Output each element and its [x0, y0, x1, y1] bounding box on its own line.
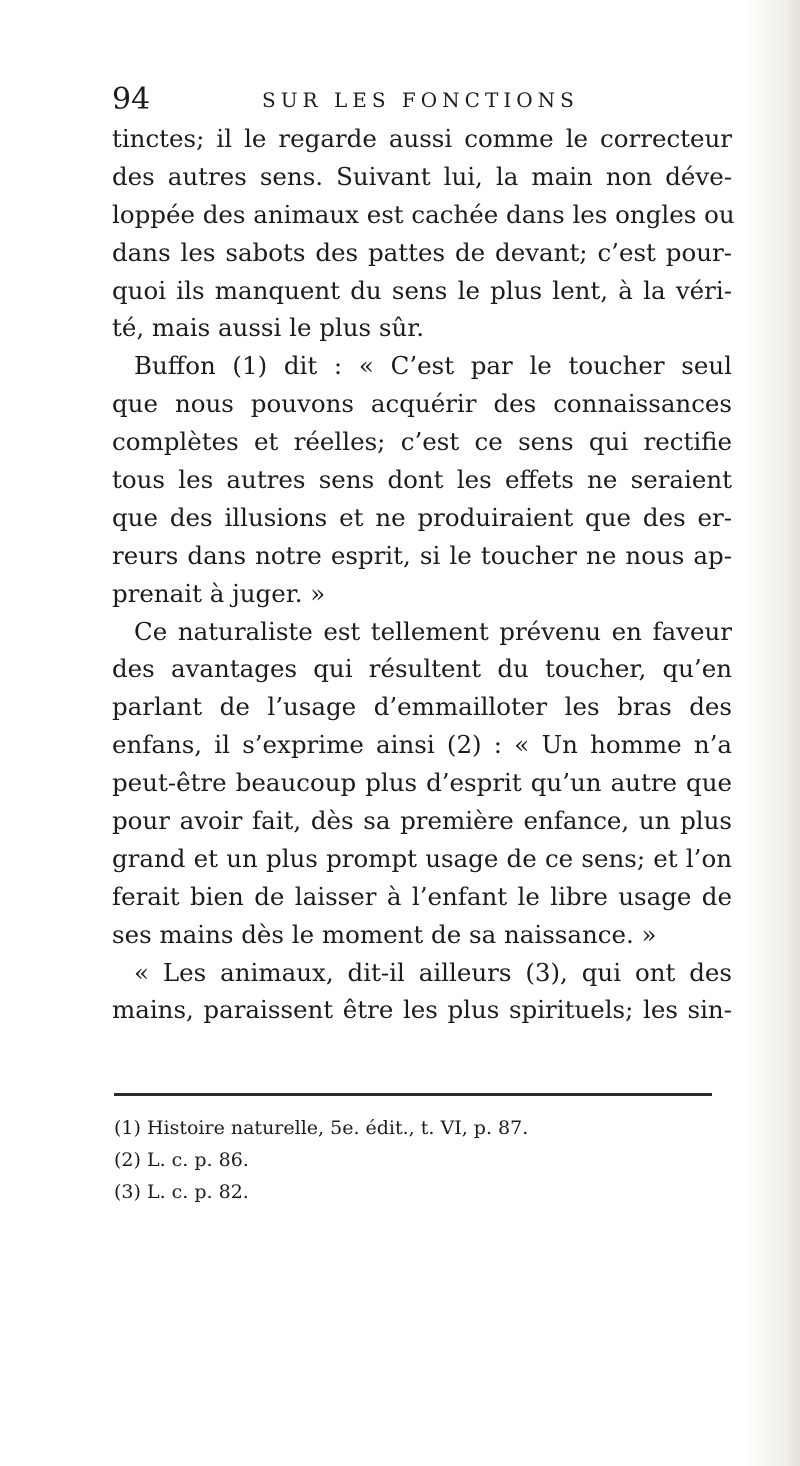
text-line: pour avoir fait, dès sa première enfance, un plus — [112, 806, 732, 836]
text-line: mains, paraissent être les plus spirituels; les sin- — [112, 995, 732, 1025]
text-line: tinctes; il le regarde aussi comme le correcteur — [112, 124, 732, 153]
text-line: loppée des animaux est cachée dans les ongles ou — [112, 199, 735, 229]
footnote: (2) L. c. p. 86. — [114, 1149, 249, 1171]
text-line: peut-être beaucoup plus d’esprit qu’un autre que — [112, 768, 732, 798]
text-line: ferait bien de laisser à l’enfant le libre usage de — [112, 881, 732, 911]
page-number: 94 — [112, 82, 151, 117]
text-line: des avantages qui résultent du toucher, qu’en — [112, 654, 732, 684]
text-line: ses mains dès le moment de sa naissance. » — [112, 919, 657, 949]
running-head: SUR LES FONCTIONS — [262, 88, 579, 112]
text-line: enfans, il s’exprime ainsi (2) : « Un homme n’a — [112, 730, 732, 760]
text-line: que nous pouvons acquérir des connaissances — [112, 389, 732, 419]
footnote-divider — [114, 1093, 712, 1096]
text-line: parlant de l’usage d’emmailloter les bras des — [112, 692, 732, 722]
text-line: Ce naturaliste est tellement prévenu en faveur — [134, 616, 732, 646]
text-line: que des illusions et ne produiraient que des er- — [112, 502, 732, 532]
text-line: té, mais aussi le plus sûr. — [112, 313, 425, 343]
text-line: grand et un plus prompt usage de ce sens; et l’on — [112, 843, 732, 873]
body-text — [112, 120, 735, 1029]
page-header — [112, 80, 712, 120]
text-line: prenait à juger. » — [112, 578, 326, 608]
text-line: tous les autres sens dont les effets ne seraient — [112, 465, 732, 495]
footnote: (1) Histoire naturelle, 5e. édit., t. VI, p. 87. — [114, 1117, 529, 1139]
text-line: reurs dans notre esprit, si le toucher ne nous ap- — [112, 540, 732, 570]
text-line: des autres sens. Suivant lui, la main non déve- — [112, 161, 732, 191]
text-line: dans les sabots des pattes de devant; c’est pour- — [112, 237, 732, 267]
text-line: complètes et réelles; c’est ce sens qui rectifie — [112, 427, 732, 457]
text-line: quoi ils manquent du sens le plus lent, à la véri- — [112, 275, 732, 305]
text-line: « Les animaux, dit-il ailleurs (3), qui ont des — [134, 957, 732, 987]
footnote: (3) L. c. p. 82. — [114, 1181, 249, 1203]
footnotes — [114, 1112, 714, 1208]
text-line: Buffon (1) dit : « C’est par le toucher seul — [134, 351, 732, 381]
